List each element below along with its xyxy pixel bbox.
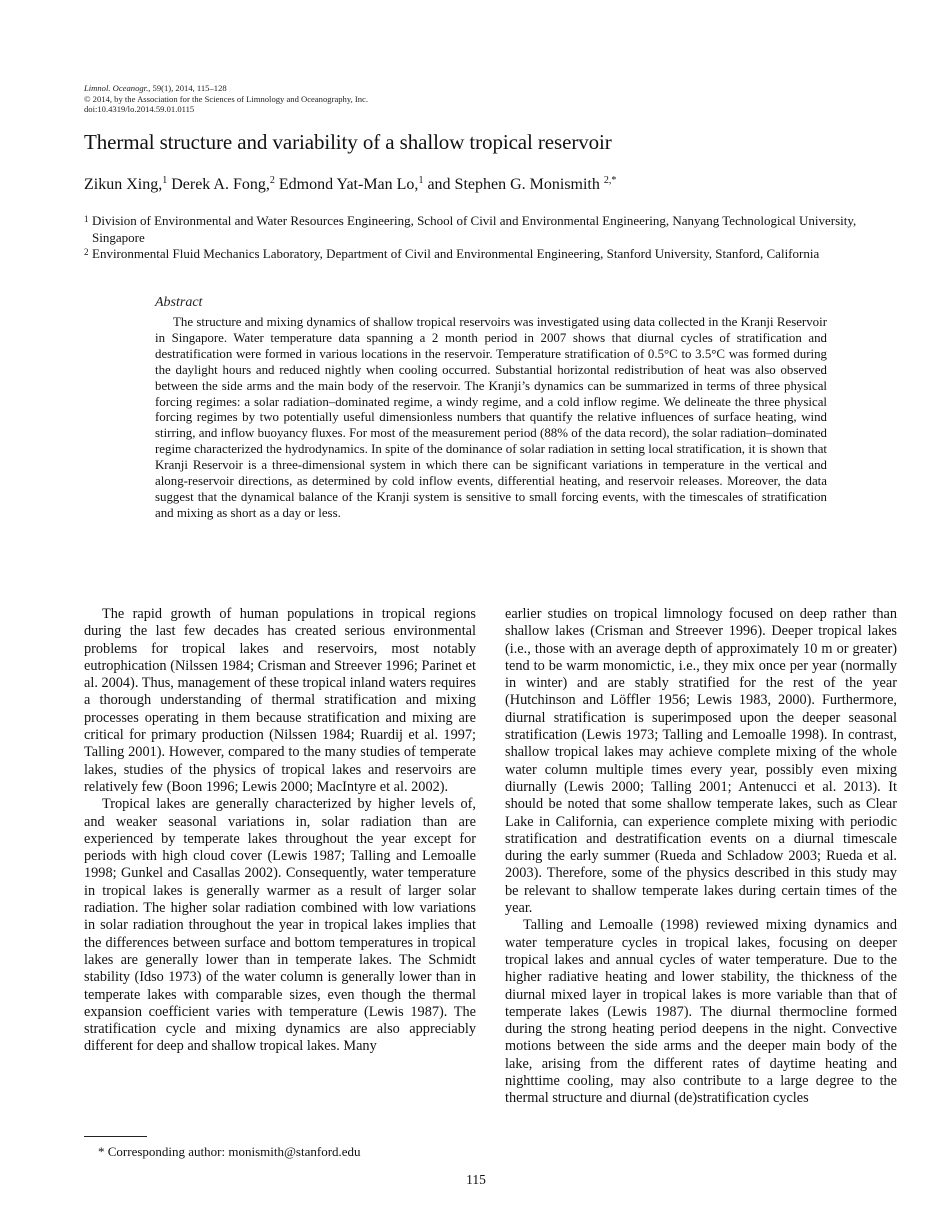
journal-name: Limnol. Oceanogr. <box>84 83 149 93</box>
affil-mark: 2 <box>84 247 89 258</box>
body-paragraph: Talling and Lemoalle (1998) reviewed mixing dynamics and water temperature cycles in tropical lakes, focusing on deeper tropical lakes and annual cycles of water temperature. Due to the higher radiative heating and lower stability, the thickness of the diurnal mixed layer in tropical lakes is more variable than that of temperate lakes (Lewis 1987). The diurnal thermocline formed during the strong heating period deepens in the night. Convective motions between the side arms and the deeper main body of the lake, arising from the different rates of daytime heating and nighttime cooling, may also contribute to a large degree to the thermal structure and diurnal (de)stratification cycles <box>505 917 897 1107</box>
affil-text: Environmental Fluid Mechanics Laboratory, Department of Civil and Environmental Engineering, Stanford University, Stanford, California <box>92 246 820 262</box>
paper-title: Thermal structure and variability of a shallow tropical reservoir <box>84 130 612 154</box>
body-paragraph: Tropical lakes are generally characterized by higher levels of, and weaker seasonal variations in, solar radiation than are experienced by temperate lakes throughout the year except for periods with high cloud cover (Lewis 1987; Talling and Lemoalle 1998; Gunkel and Casallas 2002). Consequently, water temperature in tropical lakes is generally warmer as a result of larger solar radiation. The higher solar radiation combined with low variations in solar radiation throughout the year in tropical lakes implies that the differences between surface and bottom temperatures in tropical lakes are generally lower than in temperate lakes. The Schmidt stability (Idso 1973) of the water column is generally lower than in temperate lakes with comparable sizes, even though the thermal expansion coefficient varies with temperature (Lewis 1987). The stratification cycle and mixing dynamics are also appreciably different for deep and shallow tropical lakes. Many <box>84 796 476 1055</box>
author-name: and Stephen G. Monismith <box>423 176 604 193</box>
body-column-right <box>505 606 897 1108</box>
corresponding-author-footnote: * Corresponding author: monismith@stanford.edu <box>98 1144 361 1159</box>
abstract-section <box>155 295 827 522</box>
author-name: Edmond Yat-Man Lo, <box>274 176 419 193</box>
journal-masthead <box>84 83 368 115</box>
author-name: Zikun Xing, <box>84 176 163 193</box>
body-column-left <box>84 606 476 1056</box>
copyright-line: © 2014, by the Association for the Sciences of Limnology and Oceanography, Inc. <box>84 93 369 104</box>
author-affil-mark: 2,* <box>603 175 617 186</box>
author-list <box>84 176 616 194</box>
page-number: 115 <box>466 1172 486 1187</box>
body-paragraph: earlier studies on tropical limnology focused on deep rather than shallow lakes (Crisman and Streever 1996). Deeper tropical lakes (i.e., those with an average depth of approximately 10 m or greater) tend to be warm monomictic, i.e., they mix once per year (normally in winter) and are stably stratified for the rest of the year (Hutchinson and Löffler 1956; Lewis 1983, 2000). Furthermore, diurnal stratification is superimposed upon the deeper seasonal stratification (Lewis 1973; Talling and Lemoalle 1998). In contrast, shallow tropical lakes may achieve complete mixing of the whole water column multiple times every year, possibly even mixing diurnally (Lewis 2000; Talling 2001; Antenucci et al. 2013). It should be noted that some shallow temperate lakes, such as Clear Lake in California, can experience complete mixing with periodic stratification and destratification events on a diurnal timescale during the early summer (Rueda and Schladow 2003; Rueda et al. 2003). Therefore, some of the physics described in this study may be relevant to shallow temperate lakes during certain times of the year. <box>505 606 897 917</box>
author-affil-mark: 1 <box>162 175 168 186</box>
footnote-divider <box>84 1136 147 1137</box>
affiliation-2 <box>84 246 904 263</box>
citation-line <box>84 83 368 94</box>
author-name: Derek A. Fong, <box>167 176 270 193</box>
doi-line: doi:10.4319/lo.2014.59.01.0115 <box>84 104 195 115</box>
affil-mark: 1 <box>84 214 89 224</box>
abstract-heading: Abstract <box>155 295 203 310</box>
affiliation-1 <box>84 213 904 246</box>
author-affil-mark: 2 <box>269 175 275 186</box>
affiliations <box>84 213 904 263</box>
volume-pages: , 59(1), 2014, 115–128 <box>148 83 227 93</box>
abstract-text: The structure and mixing dynamics of shallow tropical reservoirs was investigated using data collected in the Kranji Reservoir in Singapore. Water temperature data spanning a 2 month period in 2007 shows that diurnal cycles of stratification and destratification were formed in various locations in the reservoir. Temperature stratification of 0.5°C to 3.5°C was formed during the daylight hours and reduced nightly when cooling occurred. Substantial horizontal redistribution of heat was also observed between the side arms and the main body of the reservoir. The Kranji’s dynamics can be summarized in terms of three physical forcing regimes: a solar radiation–dominated regime, a windy regime, and a cold inflow regime. We delineate the three physical forcing regimes by two potentially useful dimensionless numbers that quantify the relative influences of surface heating, wind stirring, and inflow buoyancy fluxes. For most of the measurement period (88% of the data record), the solar radiation–dominated regime characterized the hydrodynamics. In spite of the dominance of solar radiation in setting local stratification, it is shown that Kranji Reservoir is a three-dimensional system in which there can be significant variations in temperature in the vertical and along-reservoir directions, as determined by cold inflow events, differential heating, and reservoir releases. Moreover, the data suggest that the dynamical balance of the Kranji system is sensitive to small forcing events, with the timescales of stratification and mixing as short as a day or less. <box>155 315 827 520</box>
affil-text: Division of Environmental and Water Resources Engineering, School of Civil and Environmental Engineering, Nanyang Technological University, Singapore <box>92 213 857 245</box>
body-paragraph: The rapid growth of human populations in tropical regions during the last few decades has created serious environmental problems for tropical lakes and reservoirs, most notably eutrophication (Nilssen 1984; Crisman and Streever 1996; Parinet et al. 2004). Thus, management of these tropical inland waters requires a thorough understanding of thermal stratification and mixing processes operating in them because stratification and mixing are critical for primary production (Nilssen 1984; Ruardij et al. 1997; Talling 2001). However, compared to the many studies of temperate lakes, studies of the physics of tropical lakes and reservoirs are relatively few (Boon 1996; Lewis 2000; MacIntyre et al. 2002). <box>84 606 476 795</box>
author-affil-mark: 1 <box>418 175 424 186</box>
